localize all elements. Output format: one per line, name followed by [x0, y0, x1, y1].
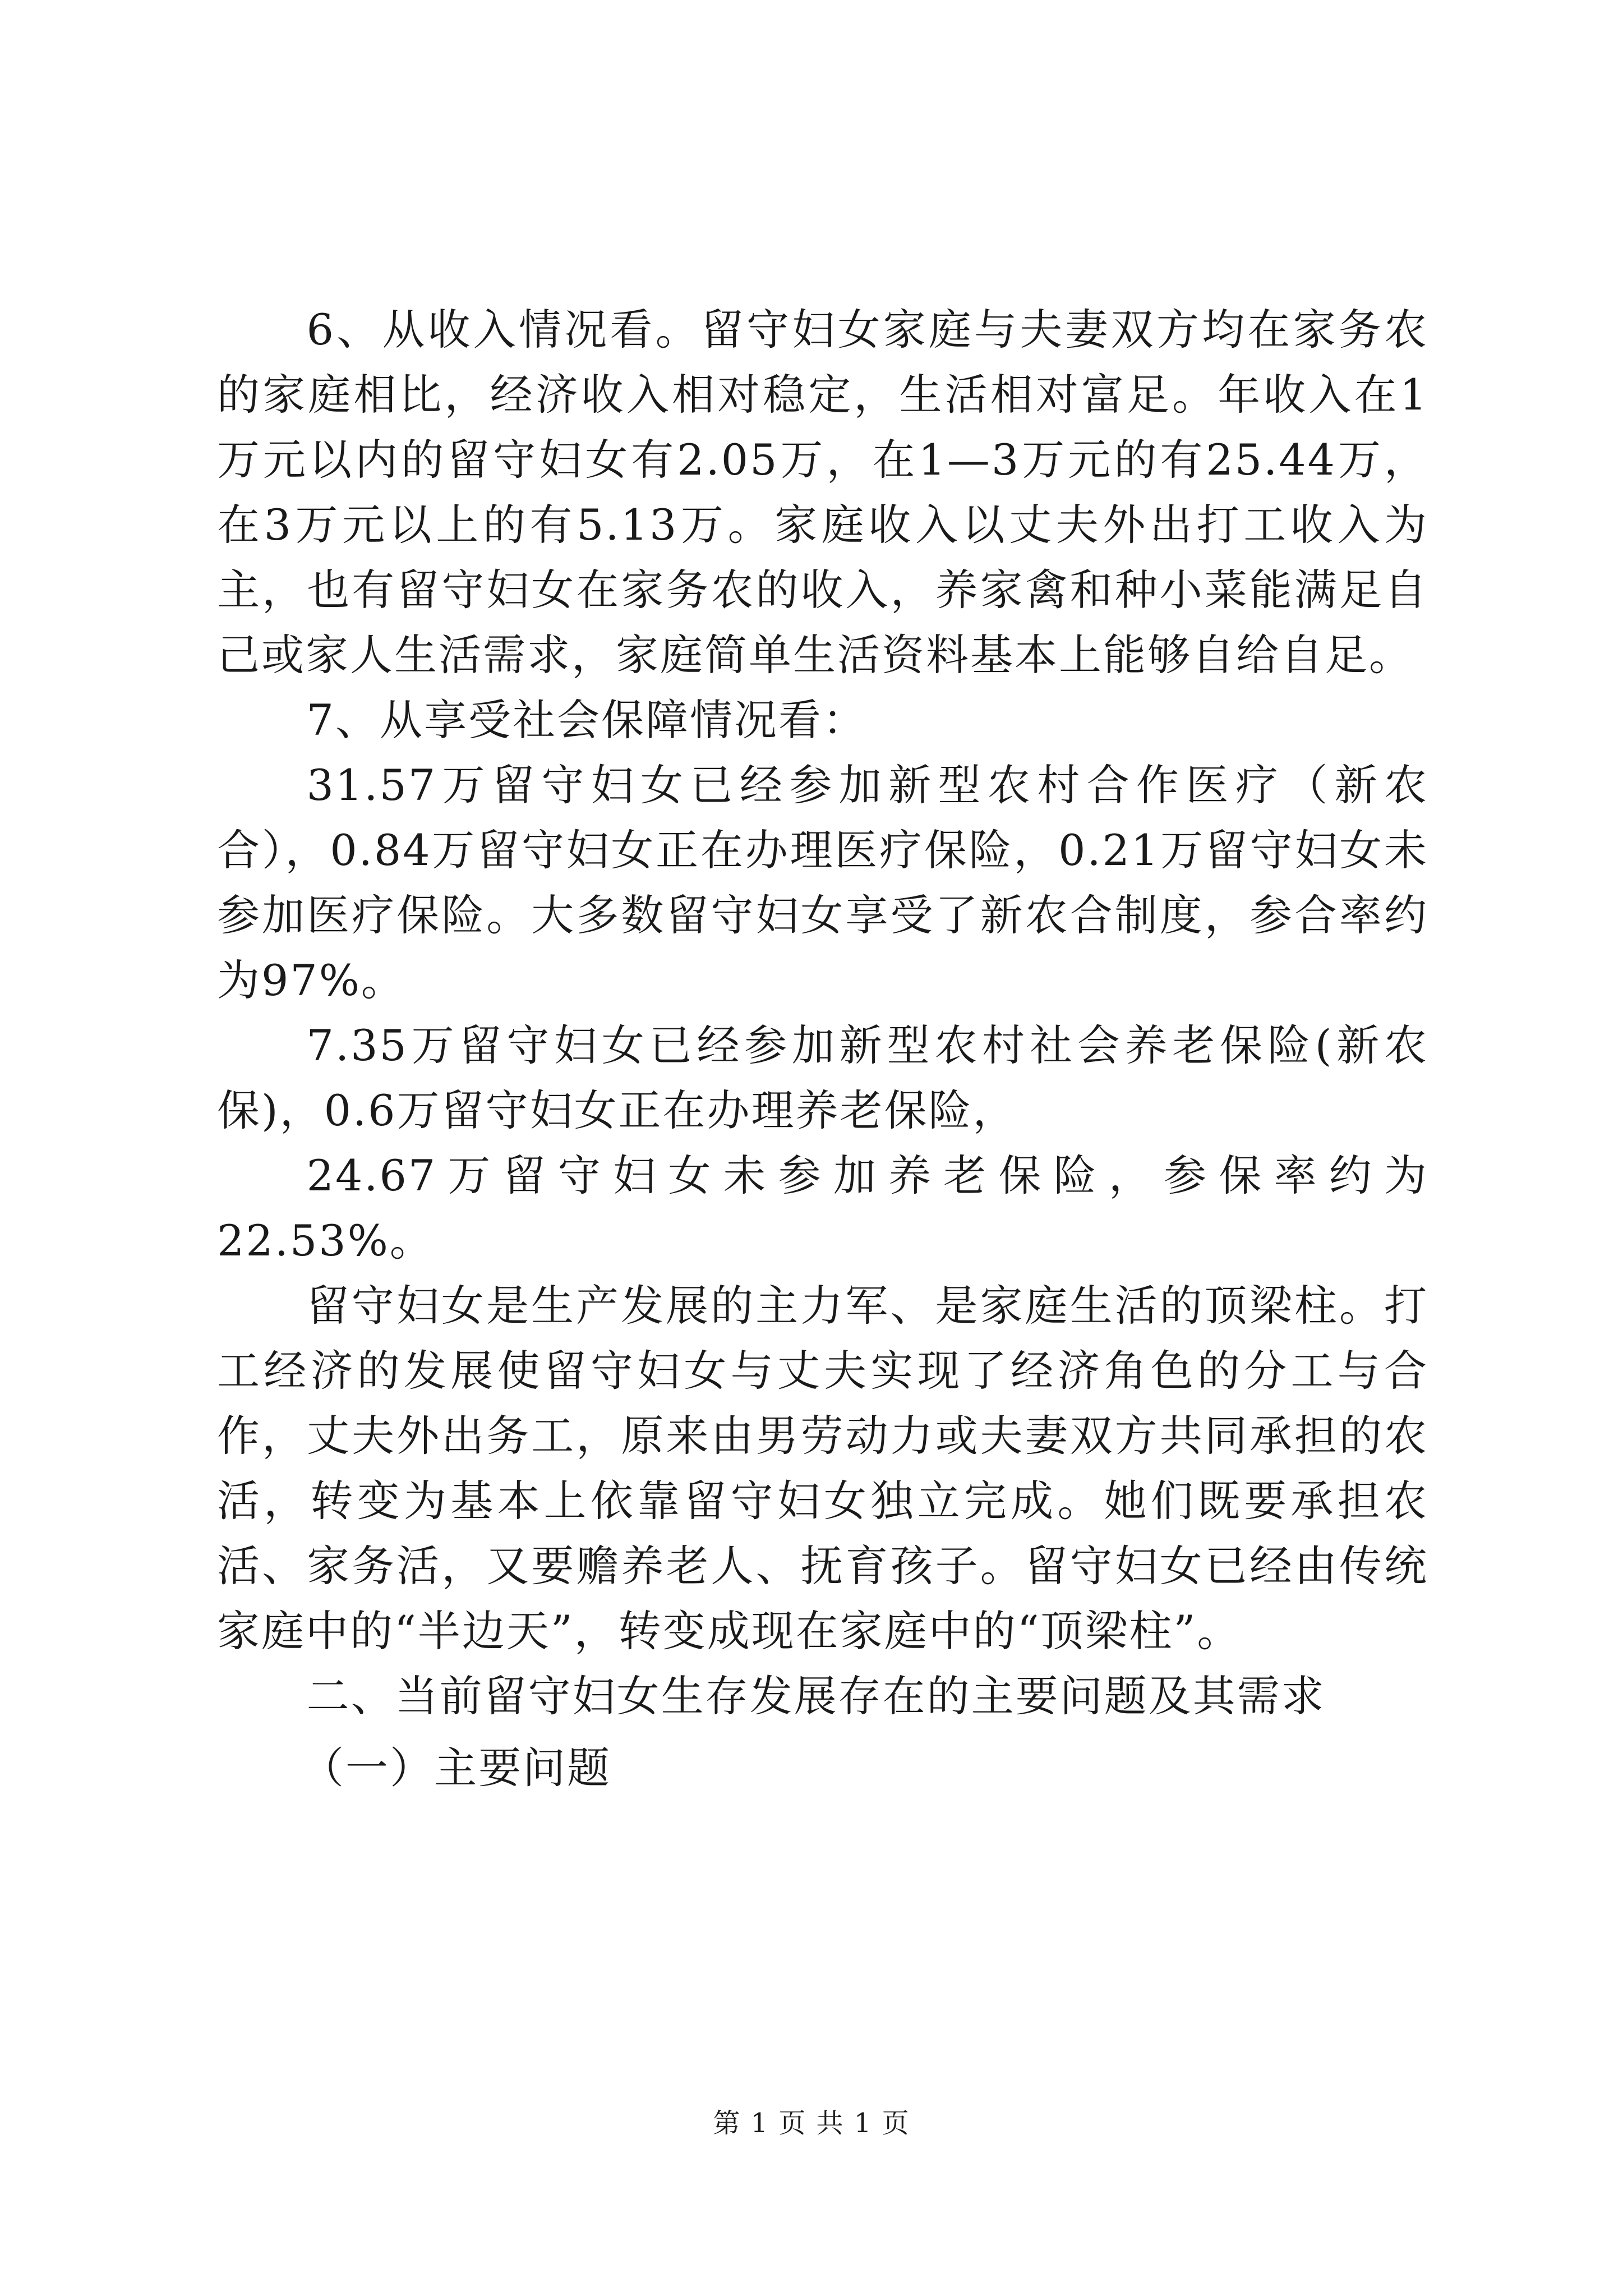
page-footer: 第 1 页 共 1 页: [713, 2108, 910, 2139]
paragraph-income: 6、从收入情况看。留守妇女家庭与夫妻双方均在家务农的家庭相比，经济收入相对稳定，生活相对富足。年收入在1万元以内的留守妇女有2.05万，在1—3万元的有25.44万，在3万元以上的有5.13万。家庭收入以丈夫外出打工收入为主，也有留守妇女在家务农的收入，养家禽和种小菜能满足自己或家人生活需求，家庭简单生活资料基本上能够自给自足。: [217, 305, 1428, 680]
paragraph-pension-insurance: 7.35万留守妇女已经参加新型农村社会养老保险(新农保)，0.6万留守妇女正在办理养老保险，: [217, 1020, 1428, 1135]
sub-heading: （一）主要问题: [301, 1743, 611, 1793]
paragraph-pension-uninsured: 24.67万留守妇女未参加养老保险，参保率约为22.53%。: [217, 1151, 1428, 1266]
document-body: [217, 297, 1428, 1801]
paragraph-pillar: 留守妇女是生产发展的主力军、是家庭生活的顶梁柱。打工经济的发展使留守妇女与丈夫实现了经济角色的分工与合作，丈夫外出务工，原来由男劳动力或夫妻双方共同承担的农活，转变为基本上依靠留守妇女独立完成。她们既要承担农活、家务活，又要赡养老人、抚育孩子。留守妇女已经由传统家庭中的“半边天”，转变成现在家庭中的“顶梁柱”。: [217, 1281, 1428, 1656]
paragraph-social-security-intro: 7、从享受社会保障情况看：: [306, 695, 867, 745]
section-heading: 二、当前留守妇女生存发展存在的主要问题及其需求: [306, 1671, 1326, 1721]
paragraph-medical-insurance: 31.57万留守妇女已经参加新型农村合作医疗（新农合），0.84万留守妇女正在办理医疗保险，0.21万留守妇女未参加医疗保险。大多数留守妇女享受了新农合制度，参合率约为97%。: [217, 760, 1428, 1005]
